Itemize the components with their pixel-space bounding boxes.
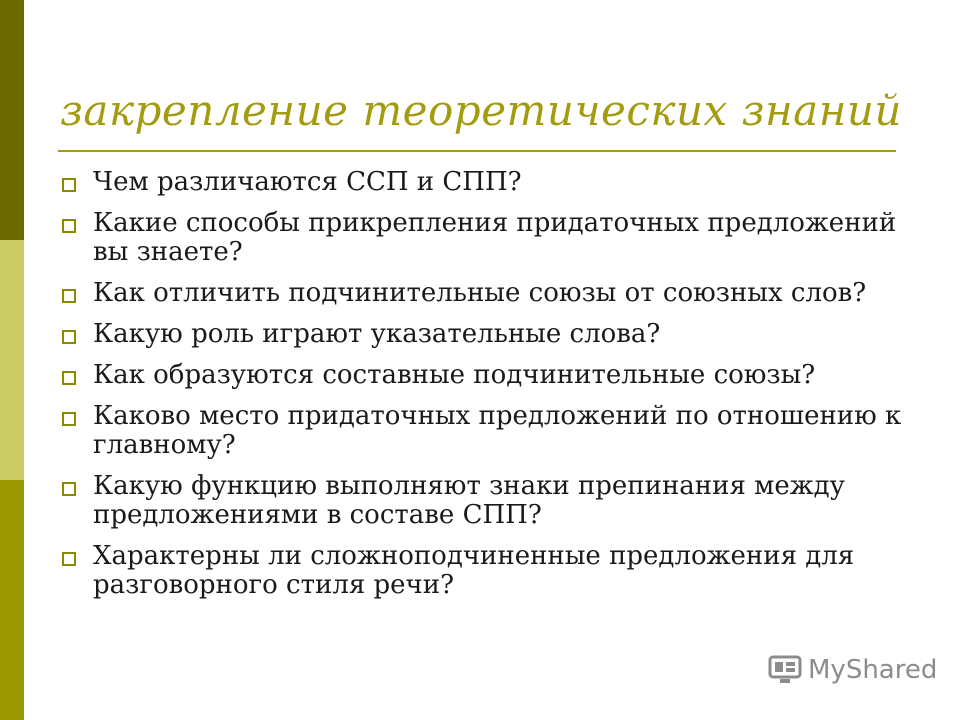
bullet-text: Чем различаются ССП и СПП? [93,167,522,197]
bullet-item [60,209,920,267]
bullet-list [60,168,920,612]
shared-logo-icon [768,655,802,685]
bullet-item [60,361,920,390]
bullet-item [60,402,920,460]
title-underline [58,150,896,152]
bullet-text: Как образуются составные подчинительные союзы? [93,360,816,390]
hollow-square-bullet-icon [62,371,76,385]
bullet-text: Как отличить подчинительные союзы от союзных слов? [93,278,867,308]
bullet-text: Какие способы прикрепления придаточных предложений вы знаете? [93,208,897,267]
hollow-square-bullet-icon [62,552,76,566]
slide-title: закрепление теоретических знаний [60,86,902,135]
bullet-item [60,472,920,530]
bullet-item [60,279,920,308]
hollow-square-bullet-icon [62,289,76,303]
bullet-item [60,320,920,349]
watermark-text: MyShared [808,655,938,685]
hollow-square-bullet-icon [62,482,76,496]
hollow-square-bullet-icon [62,178,76,192]
bullet-text: Каково место придаточных предложений по отношению к главному? [93,401,902,460]
myshared-watermark [768,655,937,685]
sidebar-bottom-stripe [0,480,24,720]
hollow-square-bullet-icon [62,330,76,344]
bullet-item [60,542,920,600]
bullet-item [60,168,920,197]
hollow-square-bullet-icon [62,412,76,426]
hollow-square-bullet-icon [62,219,76,233]
sidebar-middle-stripe [0,240,24,480]
bullet-text: Характерны ли сложноподчиненные предложения для разговорного стиля речи? [93,541,855,600]
bullet-text: Какую роль играют указательные слова? [93,319,661,349]
sidebar-top-stripe [0,0,24,240]
bullet-text: Какую функцию выполняют знаки препинания между предложениями в составе СПП? [93,471,845,530]
